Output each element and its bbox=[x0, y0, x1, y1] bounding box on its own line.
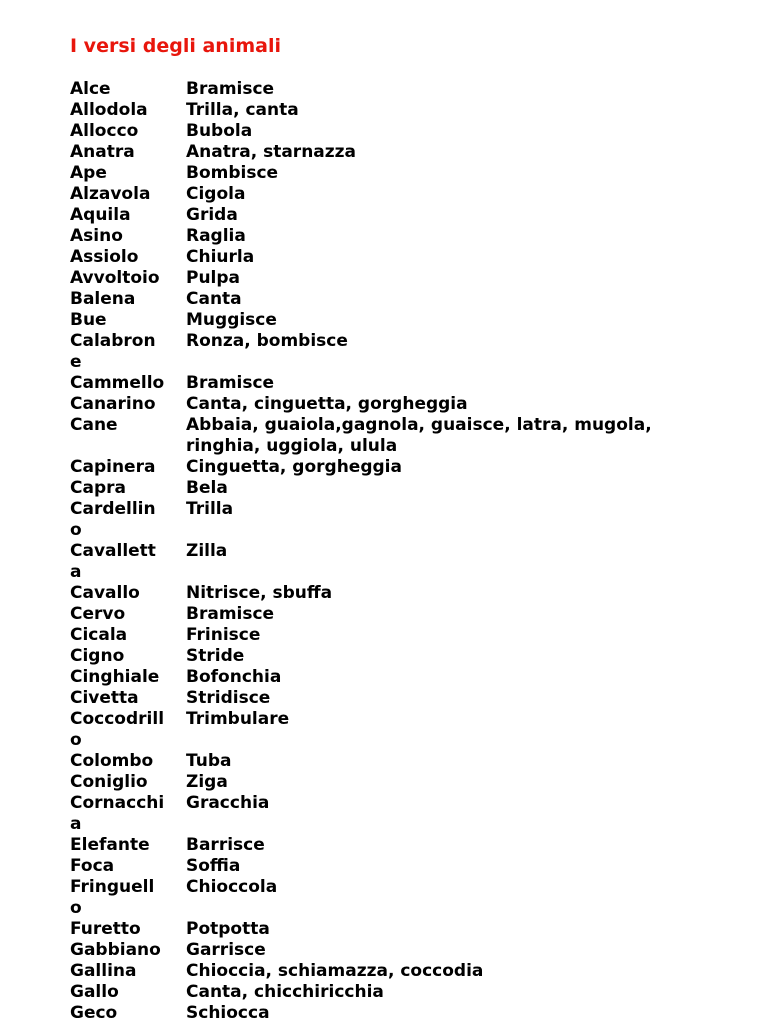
animal-sound-line: Soffia bbox=[186, 856, 241, 876]
animal-name-line: Cervo bbox=[70, 604, 126, 624]
list-item bbox=[70, 163, 710, 184]
animal-name-line: Cardellin bbox=[70, 499, 156, 519]
animal-name bbox=[70, 331, 176, 373]
animal-name-line: Cornacchi bbox=[70, 793, 165, 813]
animal-sound-line: Zilla bbox=[186, 541, 228, 561]
animal-sound bbox=[186, 100, 706, 121]
animal-sound-line: Bubola bbox=[186, 121, 253, 141]
animal-sound-line: Canta, cinguetta, gorgheggia bbox=[186, 394, 468, 414]
animal-name bbox=[70, 856, 176, 877]
list-item bbox=[70, 919, 710, 940]
animal-sound bbox=[186, 856, 706, 877]
animal-sound bbox=[186, 919, 706, 940]
animal-sound bbox=[186, 184, 706, 205]
animal-name-line: Cane bbox=[70, 415, 118, 435]
list-item bbox=[70, 499, 710, 541]
animal-sound bbox=[186, 877, 706, 898]
animal-sound-line: Raglia bbox=[186, 226, 246, 246]
list-item bbox=[70, 688, 710, 709]
animal-name-line: a bbox=[70, 562, 82, 582]
animal-name-line: Alzavola bbox=[70, 184, 151, 204]
animal-name-line: Cavallo bbox=[70, 583, 140, 603]
animal-sound-line: Trimbulare bbox=[186, 709, 290, 729]
animal-name bbox=[70, 877, 176, 919]
animal-sound bbox=[186, 121, 706, 142]
animal-name-line: o bbox=[70, 898, 82, 918]
animal-sound-line: Trilla bbox=[186, 499, 234, 519]
animal-name-line: Colombo bbox=[70, 751, 154, 771]
list-item bbox=[70, 478, 710, 499]
list-item bbox=[70, 709, 710, 751]
list-item bbox=[70, 646, 710, 667]
animal-name bbox=[70, 79, 176, 100]
animal-sound-line: Bramisce bbox=[186, 373, 275, 393]
list-item bbox=[70, 100, 710, 121]
list-item bbox=[70, 625, 710, 646]
animal-sound bbox=[186, 982, 706, 1003]
animal-sound-line: Cigola bbox=[186, 184, 246, 204]
list-item bbox=[70, 310, 710, 331]
animal-name bbox=[70, 583, 176, 604]
animal-sound bbox=[186, 394, 706, 415]
animal-sound bbox=[186, 772, 706, 793]
animal-sound-line: Bramisce bbox=[186, 604, 275, 624]
list-item bbox=[70, 373, 710, 394]
animal-sound-line: Chiurla bbox=[186, 247, 255, 267]
list-item bbox=[70, 289, 710, 310]
animal-name-line: Balena bbox=[70, 289, 136, 309]
animal-name bbox=[70, 1003, 176, 1024]
animal-name bbox=[70, 100, 176, 121]
animal-sound bbox=[186, 331, 706, 352]
animal-name-line: Gallo bbox=[70, 982, 119, 1002]
animal-name bbox=[70, 919, 176, 940]
animal-name bbox=[70, 625, 176, 646]
animal-name-line: Fringuell bbox=[70, 877, 155, 897]
animal-sound-line: Muggisce bbox=[186, 310, 277, 330]
animal-name-line: Coniglio bbox=[70, 772, 148, 792]
list-item bbox=[70, 604, 710, 625]
animal-sound bbox=[186, 583, 706, 604]
animal-sound-line: Frinisce bbox=[186, 625, 261, 645]
animal-name-line: Avvoltoio bbox=[70, 268, 160, 288]
animal-name-line: Gabbiano bbox=[70, 940, 161, 960]
animal-sound bbox=[186, 163, 706, 184]
animal-sound-line: Ronza, bombisce bbox=[186, 331, 348, 351]
list-item bbox=[70, 856, 710, 877]
animal-sound-line: Bombisce bbox=[186, 163, 279, 183]
list-item bbox=[70, 772, 710, 793]
animal-name-line: Calabron bbox=[70, 331, 156, 351]
animal-name bbox=[70, 163, 176, 184]
list-item bbox=[70, 121, 710, 142]
list-item bbox=[70, 205, 710, 226]
animal-sound-line: Chioccola bbox=[186, 877, 278, 897]
animal-sound bbox=[186, 142, 706, 163]
animal-name bbox=[70, 226, 176, 247]
animal-name-line: Cinghiale bbox=[70, 667, 160, 687]
animal-name-line: Allocco bbox=[70, 121, 139, 141]
animal-name-line: e bbox=[70, 352, 82, 372]
list-item bbox=[70, 247, 710, 268]
animal-sound bbox=[186, 268, 706, 289]
list-item bbox=[70, 961, 710, 982]
animal-name-line: Bue bbox=[70, 310, 107, 330]
animal-sound bbox=[186, 751, 706, 772]
list-item bbox=[70, 331, 710, 373]
animal-name-line: Geco bbox=[70, 1003, 118, 1023]
animal-name-line: Elefante bbox=[70, 835, 150, 855]
animal-sound-line: Ziga bbox=[186, 772, 228, 792]
list-item bbox=[70, 877, 710, 919]
animal-name bbox=[70, 982, 176, 1003]
list-item bbox=[70, 751, 710, 772]
animal-sound bbox=[186, 79, 706, 100]
animal-sound bbox=[186, 478, 706, 499]
animal-name-line: Cammello bbox=[70, 373, 165, 393]
animal-sound bbox=[186, 226, 706, 247]
animal-name bbox=[70, 247, 176, 268]
animal-name bbox=[70, 142, 176, 163]
animal-sound bbox=[186, 940, 706, 961]
animal-sound-line: Tuba bbox=[186, 751, 232, 771]
animal-sound bbox=[186, 688, 706, 709]
animal-sound bbox=[186, 415, 706, 457]
animal-name-line: Aquila bbox=[70, 205, 131, 225]
animal-sound bbox=[186, 793, 706, 814]
animal-name bbox=[70, 751, 176, 772]
animal-name-line: Furetto bbox=[70, 919, 141, 939]
animal-sound-line: Chioccia, schiamazza, coccodia bbox=[186, 961, 484, 981]
animal-sound bbox=[186, 499, 706, 520]
animal-name bbox=[70, 940, 176, 961]
animal-sound bbox=[186, 835, 706, 856]
animal-sound bbox=[186, 604, 706, 625]
animal-name-line: Gallina bbox=[70, 961, 137, 981]
list-item bbox=[70, 457, 710, 478]
animal-name bbox=[70, 793, 176, 835]
animal-name bbox=[70, 541, 176, 583]
animal-sound bbox=[186, 289, 706, 310]
animal-sound bbox=[186, 205, 706, 226]
animal-sound bbox=[186, 667, 706, 688]
animal-name-line: Cicala bbox=[70, 625, 128, 645]
animal-sound-line: Abbaia, guaiola,gagnola, guaisce, latra, mugola, bbox=[186, 415, 652, 435]
animal-sound bbox=[186, 709, 706, 730]
list-item bbox=[70, 583, 710, 604]
animal-sound-line: Bofonchia bbox=[186, 667, 282, 687]
list-item bbox=[70, 268, 710, 289]
animal-name-line: Cavallett bbox=[70, 541, 156, 561]
animal-name bbox=[70, 415, 176, 436]
animal-sound-line: Schiocca bbox=[186, 1003, 270, 1023]
list-item bbox=[70, 982, 710, 1003]
list-item bbox=[70, 415, 710, 457]
animal-name-line: Foca bbox=[70, 856, 115, 876]
animal-name bbox=[70, 604, 176, 625]
animal-sound-line: Canta, chicchiricchia bbox=[186, 982, 384, 1002]
animal-sound-line: Nitrisce, sbuffa bbox=[186, 583, 333, 603]
animal-name bbox=[70, 310, 176, 331]
list-item bbox=[70, 940, 710, 961]
animal-sound bbox=[186, 646, 706, 667]
animal-sounds-list bbox=[70, 79, 710, 1024]
animal-sound-line: ringhia, uggiola, ulula bbox=[186, 436, 398, 456]
list-item bbox=[70, 541, 710, 583]
animal-name bbox=[70, 499, 176, 541]
animal-sound-line: Barrisce bbox=[186, 835, 265, 855]
list-item bbox=[70, 793, 710, 835]
animal-name-line: Capra bbox=[70, 478, 126, 498]
animal-name-line: Alce bbox=[70, 79, 111, 99]
list-item bbox=[70, 394, 710, 415]
animal-name bbox=[70, 268, 176, 289]
animal-name bbox=[70, 961, 176, 982]
animal-sound-line: Bramisce bbox=[186, 79, 275, 99]
animal-name bbox=[70, 205, 176, 226]
animal-name bbox=[70, 184, 176, 205]
animal-name-line: Cigno bbox=[70, 646, 125, 666]
animal-name-line: Asino bbox=[70, 226, 123, 246]
animal-name-line: o bbox=[70, 520, 82, 540]
animal-name-line: Capinera bbox=[70, 457, 156, 477]
animal-sound-line: Garrisce bbox=[186, 940, 266, 960]
list-item bbox=[70, 226, 710, 247]
animal-sound bbox=[186, 247, 706, 268]
animal-sound bbox=[186, 961, 706, 982]
animal-name-line: Ape bbox=[70, 163, 107, 183]
animal-sound-line: Gracchia bbox=[186, 793, 270, 813]
animal-name bbox=[70, 667, 176, 688]
animal-sound-line: Canta bbox=[186, 289, 242, 309]
animal-sound bbox=[186, 310, 706, 331]
animal-sound-line: Trilla, canta bbox=[186, 100, 299, 120]
animal-sound bbox=[186, 373, 706, 394]
animal-name-line: Allodola bbox=[70, 100, 148, 120]
animal-name bbox=[70, 835, 176, 856]
list-item bbox=[70, 184, 710, 205]
animal-sound-line: Potpotta bbox=[186, 919, 270, 939]
animal-sound-line: Anatra, starnazza bbox=[186, 142, 357, 162]
animal-sound bbox=[186, 457, 706, 478]
list-item bbox=[70, 79, 710, 100]
list-item bbox=[70, 1003, 710, 1024]
animal-sound-line: Stride bbox=[186, 646, 245, 666]
animal-name-line: Civetta bbox=[70, 688, 139, 708]
animal-name-line: Canarino bbox=[70, 394, 156, 414]
animal-name bbox=[70, 289, 176, 310]
list-item bbox=[70, 667, 710, 688]
animal-sound-line: Cinguetta, gorgheggia bbox=[186, 457, 402, 477]
animal-name-line: o bbox=[70, 730, 82, 750]
animal-name bbox=[70, 394, 176, 415]
animal-name bbox=[70, 709, 176, 751]
animal-name bbox=[70, 121, 176, 142]
animal-sound-line: Pulpa bbox=[186, 268, 241, 288]
animal-name bbox=[70, 772, 176, 793]
animal-sound-line: Grida bbox=[186, 205, 238, 225]
document-title: I versi degli animali bbox=[70, 35, 281, 57]
animal-name bbox=[70, 646, 176, 667]
animal-name-line: Coccodrill bbox=[70, 709, 165, 729]
animal-sound-line: Bela bbox=[186, 478, 228, 498]
animal-sound bbox=[186, 541, 706, 562]
list-item bbox=[70, 835, 710, 856]
animal-sound bbox=[186, 1003, 706, 1024]
animal-name bbox=[70, 457, 176, 478]
animal-sound-line: Stridisce bbox=[186, 688, 271, 708]
animal-name bbox=[70, 478, 176, 499]
animal-name-line: Assiolo bbox=[70, 247, 139, 267]
animal-name-line: a bbox=[70, 814, 82, 834]
animal-name bbox=[70, 373, 176, 394]
animal-name bbox=[70, 688, 176, 709]
animal-sound bbox=[186, 625, 706, 646]
list-item bbox=[70, 142, 710, 163]
animal-name-line: Anatra bbox=[70, 142, 135, 162]
